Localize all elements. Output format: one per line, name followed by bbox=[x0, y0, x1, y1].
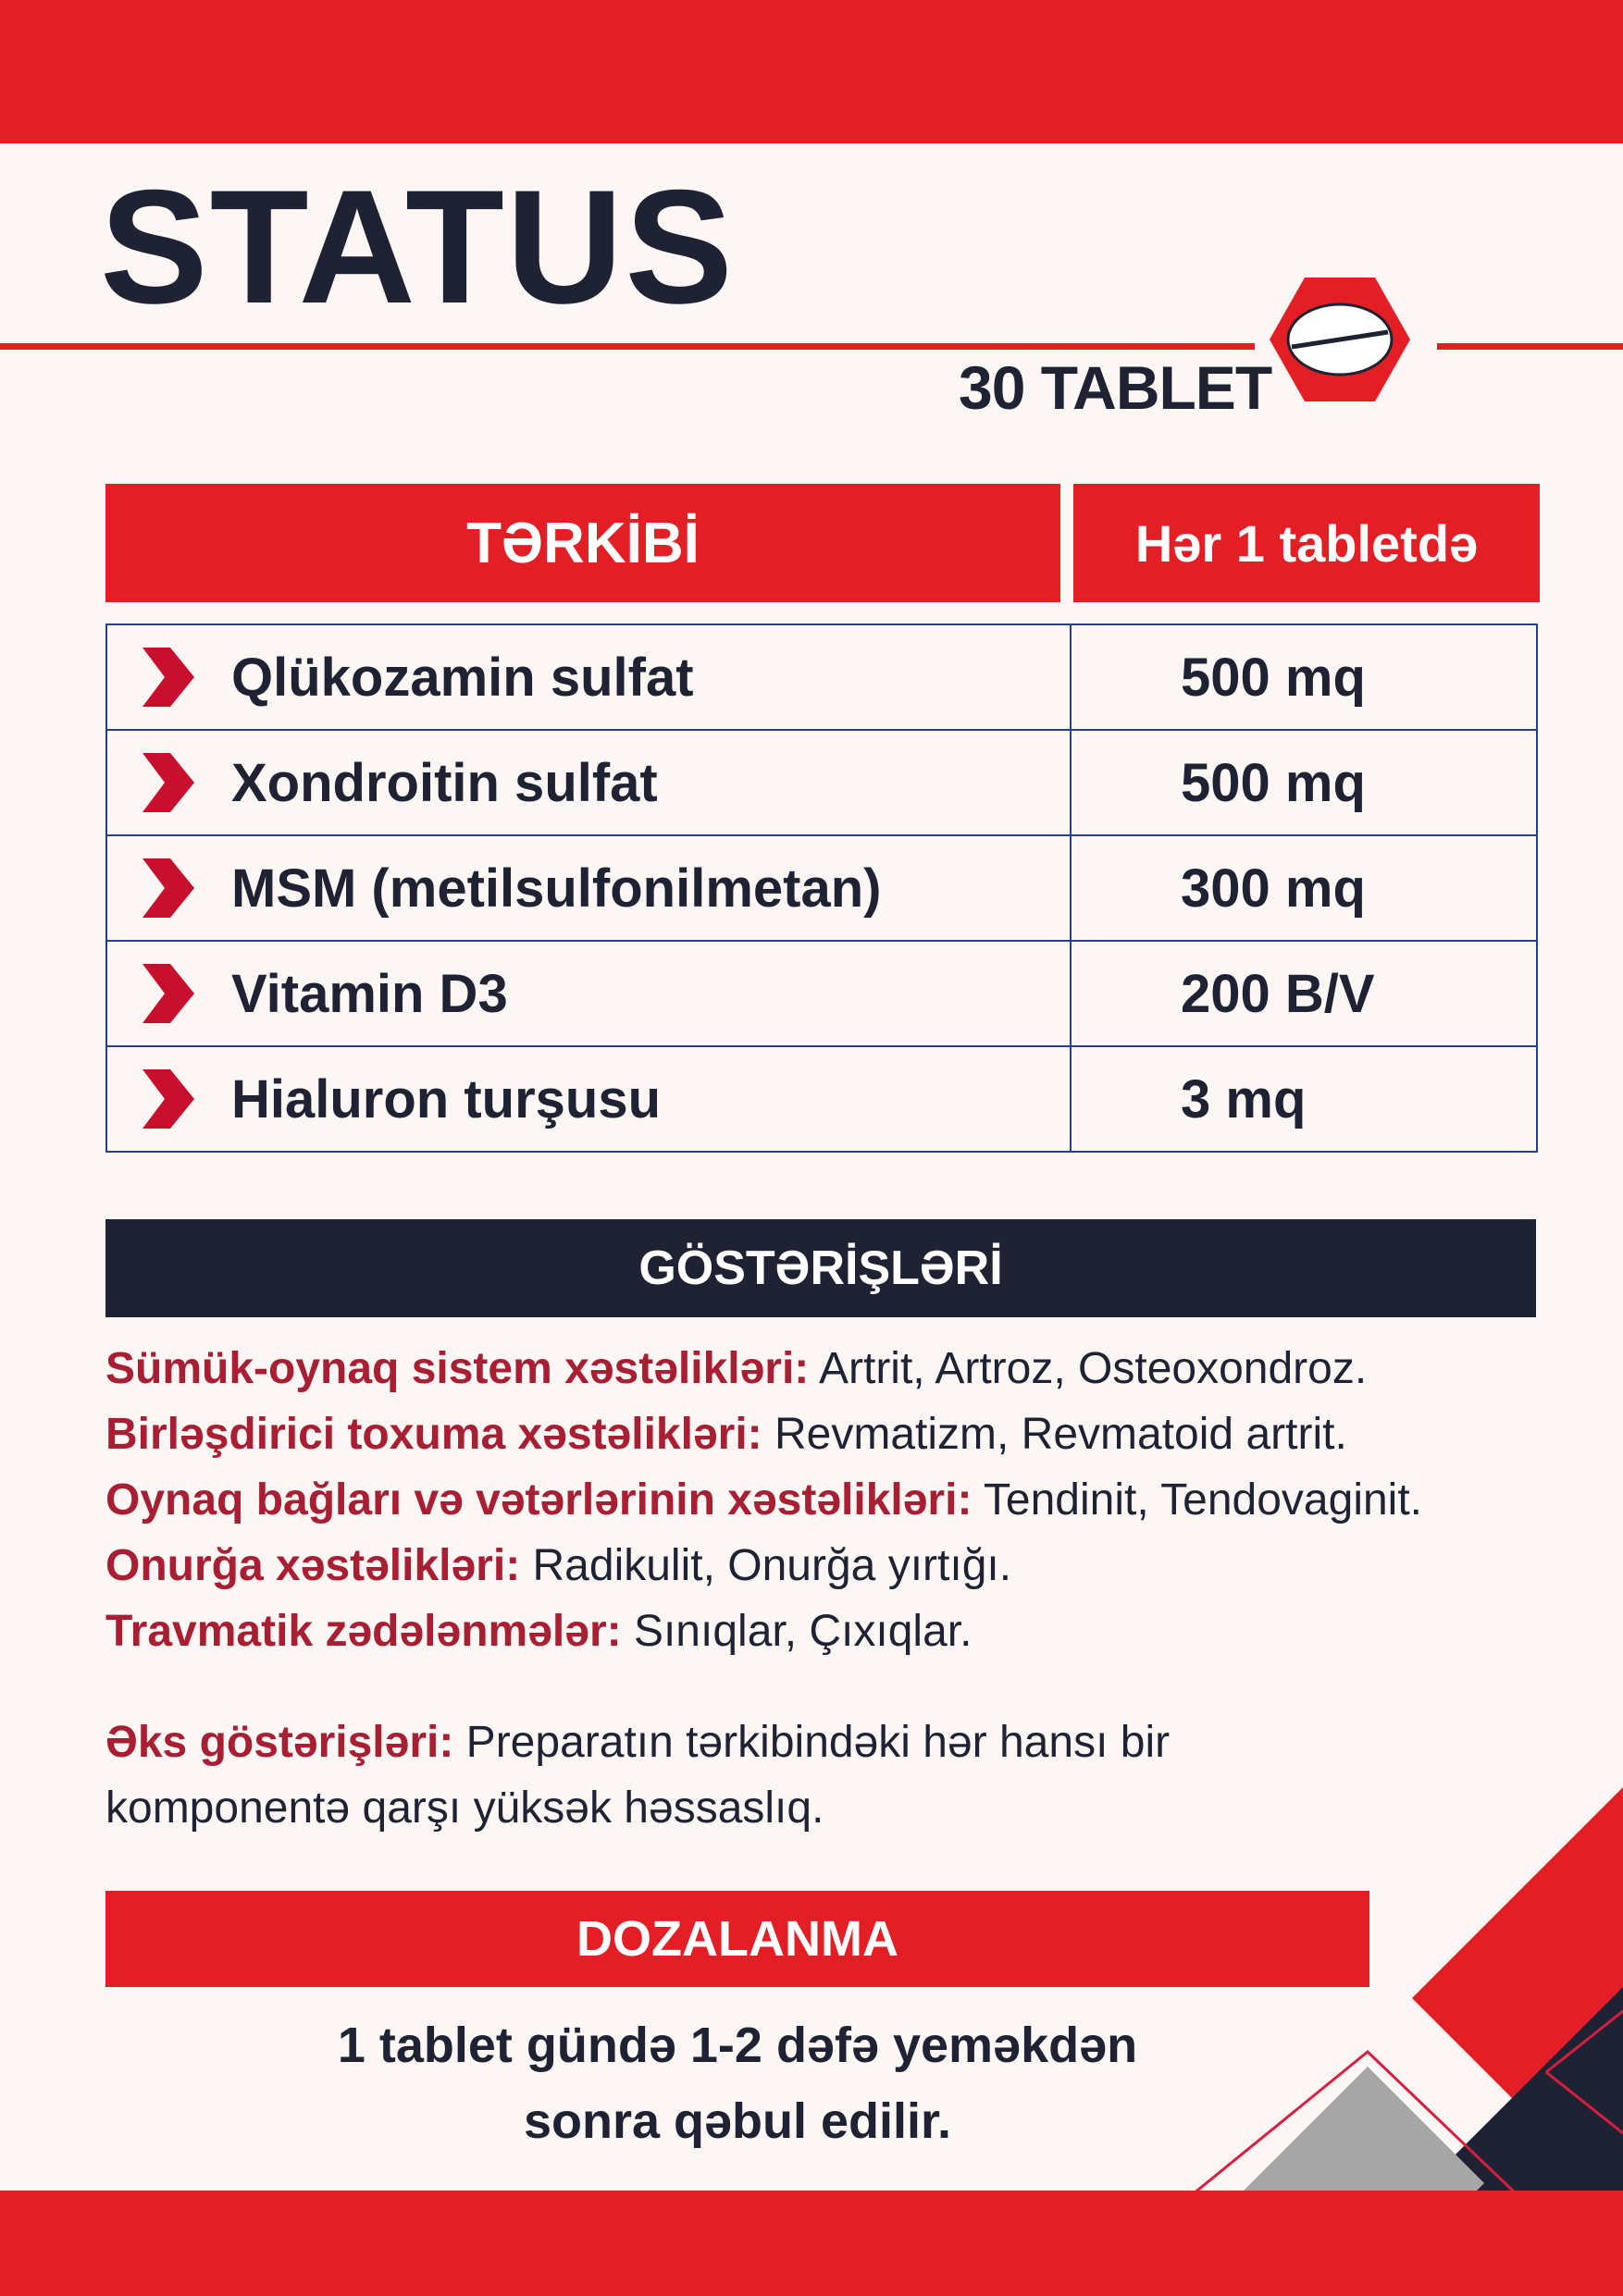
ingredient-dose: 500 mq bbox=[1071, 730, 1537, 835]
chevron-right-icon bbox=[142, 753, 194, 812]
chevron-right-icon bbox=[142, 964, 194, 1023]
table-row bbox=[106, 624, 1537, 730]
dosage-line: 1 tablet gündə 1-2 dəfə yeməkdən bbox=[337, 2018, 1138, 2073]
chevron-right-icon bbox=[142, 858, 194, 918]
bottom-red-band bbox=[0, 2191, 1623, 2296]
ingredient-name: Xondroitin sulfat bbox=[231, 752, 658, 813]
indication-category: Sümük-oynaq sistem xəstəlikləri: bbox=[105, 1344, 810, 1393]
indications-title: GÖSTƏRİŞLƏRİ bbox=[105, 1219, 1536, 1317]
chevron-right-icon bbox=[142, 648, 194, 707]
indication-conditions: Sınıqlar, Çıxıqlar. bbox=[621, 1607, 973, 1656]
contraindications-text: Preparatın tərkibindəki hər hansı bir komponentə qarşı yüksək həssaslıq. bbox=[105, 1718, 1171, 1833]
ingredient-name: Hialuron turşusu bbox=[231, 1068, 662, 1129]
table-row bbox=[106, 730, 1537, 835]
indication-conditions: Tendinit, Tendovaginit. bbox=[972, 1475, 1423, 1524]
ingredient-dose: 300 mq bbox=[1071, 835, 1537, 941]
ingredient-dose: 500 mq bbox=[1071, 624, 1537, 730]
composition-title: TƏRKİBİ bbox=[105, 484, 1060, 602]
top-red-band bbox=[0, 0, 1623, 143]
ingredients-table bbox=[105, 623, 1538, 1153]
list-item bbox=[105, 1336, 1586, 1401]
indication-category: Onurğa xəstəlikləri: bbox=[105, 1541, 521, 1590]
dosage-instructions bbox=[105, 2007, 1369, 2159]
indication-category: Birləşdirici toxuma xəstəlikləri: bbox=[105, 1410, 762, 1459]
list-item bbox=[105, 1467, 1586, 1533]
indication-conditions: Revmatizm, Revmatoid artrit. bbox=[762, 1410, 1347, 1459]
header-divider-left bbox=[0, 343, 1255, 350]
contraindications-paragraph bbox=[105, 1710, 1382, 1841]
table-row bbox=[106, 941, 1537, 1046]
dosage-title: DOZALANMA bbox=[105, 1891, 1369, 1987]
table-row bbox=[106, 835, 1537, 941]
list-item bbox=[105, 1533, 1586, 1599]
ingredient-name: Vitamin D3 bbox=[231, 963, 508, 1024]
contraindications-label: Əks göstərişləri: bbox=[105, 1718, 454, 1767]
indication-conditions: Artrit, Artroz, Osteoxondroz. bbox=[809, 1344, 1368, 1393]
chevron-right-icon bbox=[142, 1069, 194, 1129]
indications-list bbox=[105, 1336, 1586, 1664]
header-divider-right bbox=[1437, 343, 1623, 350]
ingredient-name: MSM (metilsulfonilmetan) bbox=[231, 858, 882, 919]
dosage-line: sonra qəbul edilir. bbox=[523, 2093, 952, 2149]
ingredient-dose: 200 B/V bbox=[1071, 941, 1537, 1046]
indication-conditions: Radikulit, Onurğa yırtığı. bbox=[520, 1541, 1012, 1590]
tablet-count: 30 TABLET bbox=[959, 353, 1272, 422]
tablet-pill-icon bbox=[1266, 272, 1414, 407]
per-tablet-header: Hər 1 tabletdə bbox=[1073, 484, 1540, 602]
table-row bbox=[106, 1046, 1537, 1152]
indication-category: Travmatik zədələnmələr: bbox=[105, 1607, 622, 1656]
list-item bbox=[105, 1599, 1586, 1664]
list-item bbox=[105, 1401, 1586, 1467]
brand-title: STATUS bbox=[100, 157, 736, 338]
ingredient-dose: 3 mq bbox=[1071, 1046, 1537, 1152]
indication-category: Oynaq bağları və vətərlərinin xəstəlikləri: bbox=[105, 1475, 973, 1524]
ingredient-name: Qlükozamin sulfat bbox=[231, 647, 694, 708]
